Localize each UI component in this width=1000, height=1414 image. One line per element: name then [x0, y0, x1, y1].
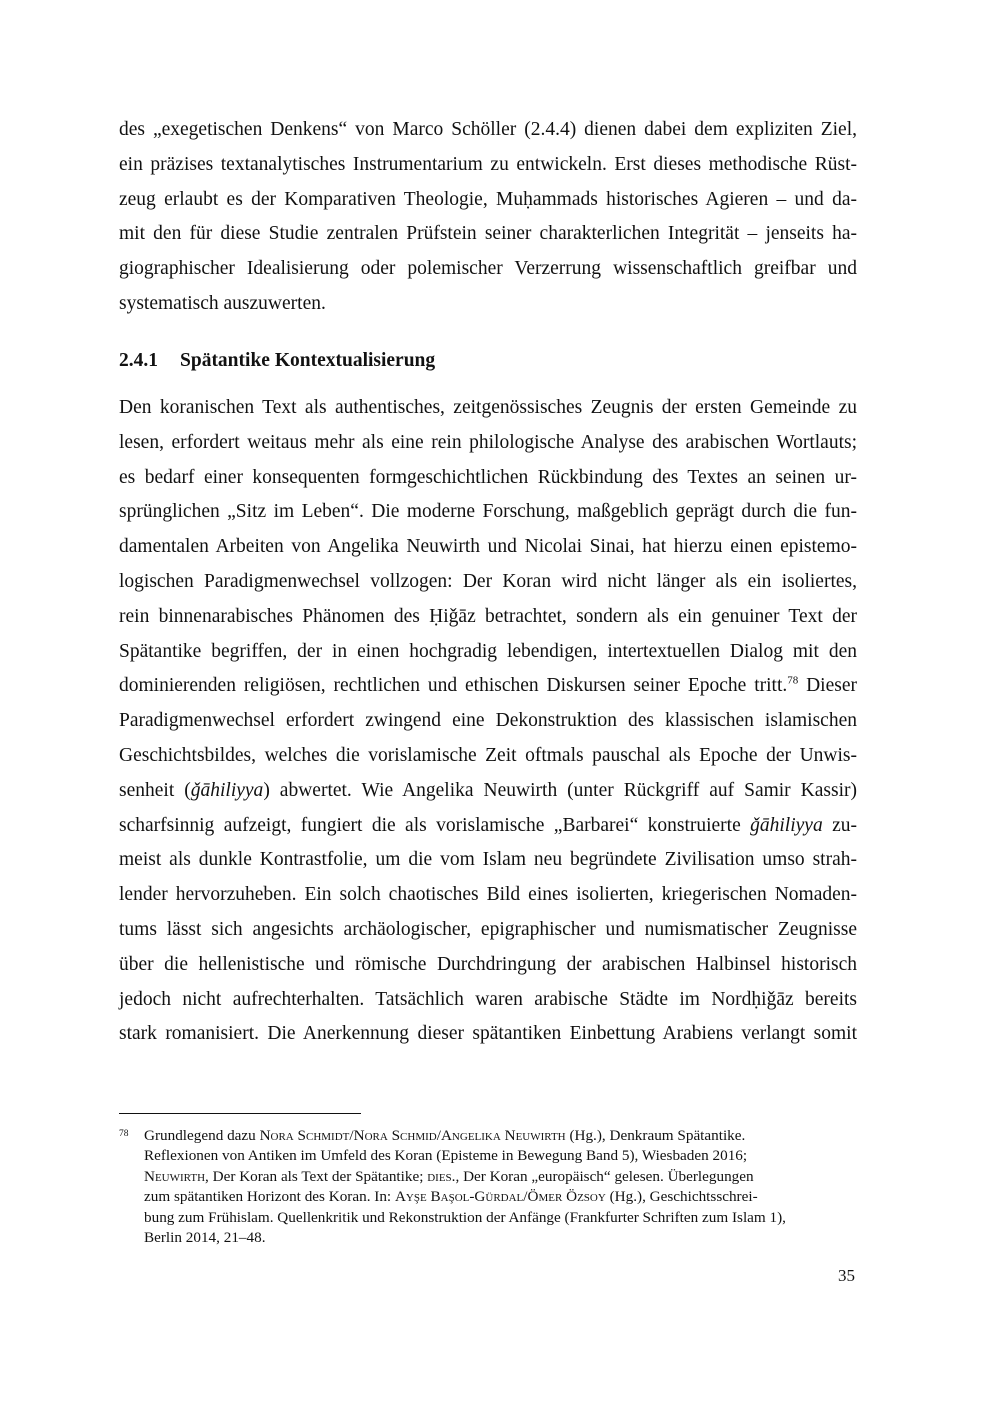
text-line: systematisch auszuwerten.	[119, 292, 326, 314]
footnote-separator	[119, 1113, 361, 1114]
footnote-line	[144, 1167, 859, 1187]
text-line: lesen, erfordert weitaus mehr als eine rein philologische Analyse des arabischen Wortlauts;	[119, 431, 857, 453]
section-heading	[119, 350, 435, 372]
intro-paragraph	[119, 113, 857, 322]
footnote-line	[144, 1126, 859, 1146]
text-line: jedoch nicht aufrechterhalten. Tatsächlich waren arabische Städte im Nordḥiǧāz bereits	[119, 988, 857, 1010]
footnote-reference[interactable]: 78	[787, 674, 799, 687]
text-line: über die hellenistische und römische Durchdringung der arabischen Halbinsel historisch	[119, 953, 857, 975]
italic-term: ǧāhiliyya	[190, 779, 264, 801]
footnote-marker: 78	[119, 1129, 129, 1139]
author-name: Angelika Neuwirth	[440, 1127, 566, 1144]
text-segment: ) abwertet. Wie Angelika Neuwirth (unter Rückgriff auf Samir Kassir)	[263, 779, 857, 801]
text-segment: (Hg.), Geschichtsschrei-	[605, 1188, 758, 1206]
author-name: Ömer Özsoy	[527, 1188, 606, 1206]
text-line: stark romanisiert. Die Anerkennung dieser spätantiken Einbettung Arabiens verlangt somit	[119, 1023, 857, 1045]
author-name: Nora Schmidt	[259, 1127, 350, 1144]
footnote-line: bung zum Frühislam. Quellenkritik und Rekonstruktion der Anfänge (Frankfurter Schriften zum Islam 1),	[144, 1208, 786, 1226]
text-segment: zum spätantiken Horizont des Koran. In:	[144, 1188, 395, 1206]
text-line: es bedarf einer konsequenten formgeschichtlichen Rückbindung des Textes an seinen ur-	[119, 466, 857, 488]
text-line: meist als dunkle Kontrastfolie, um die vom Islam neu begründete Zivilisation umso strah-	[119, 849, 857, 871]
main-paragraph	[119, 391, 857, 1052]
text-segment: ., Der Koran „europäisch“ gelesen. Überlegungen	[451, 1167, 754, 1185]
text-segment: Dieser	[798, 675, 857, 697]
text-line: tums lässt sich angesichts archäologischer, epigraphischer und numismatischer Zeugnisse	[119, 918, 857, 940]
text-segment: dominierenden religiösen, rechtlichen und ethischen Diskursen seiner Epoche tritt.	[119, 675, 788, 697]
text-line: damentalen Arbeiten von Angelika Neuwirth und Nicolai Sinai, hat hierzu einen epistemo-	[119, 536, 857, 558]
footnote-line: Berlin 2014, 21–48.	[144, 1228, 266, 1246]
text-line: giographischer Idealisierung oder polemischer Verzerrung wissenschaftlich greifbar und	[119, 258, 857, 280]
footnote-line: Reflexionen von Antiken im Umfeld des Koran (Episteme in Bewegung Band 5), Wiesbaden 2016;	[144, 1147, 748, 1165]
text-line: logischen Paradigmenwechsel vollzogen: Der Koran wird nicht länger als ein isoliertes,	[119, 570, 857, 592]
separator: /	[523, 1188, 528, 1206]
text-line	[119, 774, 857, 809]
text-line: lender hervorzuheben. Ein solch chaotisches Bild eines isolierten, kriegerischen Nomaden-	[119, 884, 857, 906]
text-line: rein binnenarabisches Phänomen des Ḥiǧāz betrachtet, sondern als ein genuiner Text der	[119, 605, 857, 627]
text-line: Geschichtsbildes, welches die vorislamische Zeit oftmals pauschal als Epoche der Unwis-	[119, 744, 857, 766]
section-number: 2.4.1	[119, 350, 158, 371]
text-segment: Grundlegend dazu	[144, 1127, 260, 1144]
text-line: mit den für diese Studie zentralen Prüfstein seiner charakterlichen Integrität – jenseits ha-	[119, 223, 857, 245]
separator: /	[436, 1127, 441, 1144]
text-segment: , Der Koran als Text der Spätantike;	[205, 1167, 428, 1185]
text-line: Paradigmenwechsel erfordert zwingend eine Dekonstruktion des klassischen islamischen	[119, 710, 857, 732]
text-line: zeug erlaubt es der Komparativen Theologie, Muḥammads historisches Agieren – und da-	[119, 188, 857, 210]
text-line: sprünglichen „Sitz im Leben“. Die moderne Forschung, maßgeblich geprägt durch die fun-	[119, 501, 857, 523]
text-line: Den koranischen Text als authentisches, zeitgenössisches Zeugnis der ersten Gemeinde zu	[119, 397, 857, 418]
footnote-line	[144, 1187, 859, 1207]
text-segment: scharfsinnig aufzeigt, fungiert die als vorislamische „Barbarei“ konstruierte	[119, 814, 751, 836]
text-segment: (Hg.), Denkraum Spätantike.	[565, 1127, 746, 1144]
text-segment: senheit (	[119, 779, 191, 801]
text-line: ein präzises textanalytisches Instrumentarium zu entwickeln. Erst dieses methodische Rüst-	[119, 153, 857, 175]
section-title: Spätantike Kontextualisierung	[180, 350, 436, 371]
page-number: 35	[838, 1266, 855, 1285]
author-name: Ayşe Başol-Gürdal	[394, 1188, 524, 1206]
italic-term: ǧāhiliyya	[750, 814, 823, 836]
author-name: Nora Schmid	[353, 1127, 437, 1144]
text-line: des „exegetischen Denkens“ von Marco Schöller (2.4.4) dienen dabei dem expliziten Ziel,	[119, 119, 857, 140]
text-line	[119, 669, 857, 704]
text-line: Spätantike begriffen, der in einen hochgradig lebendigen, intertextuellen Dialog mit den	[119, 640, 857, 662]
footnote-body	[144, 1126, 859, 1248]
text-line	[119, 809, 857, 844]
author-name: dies	[427, 1167, 452, 1185]
text-segment: zu-	[822, 814, 857, 836]
author-name: Neuwirth	[144, 1167, 206, 1185]
separator: /	[349, 1127, 354, 1144]
